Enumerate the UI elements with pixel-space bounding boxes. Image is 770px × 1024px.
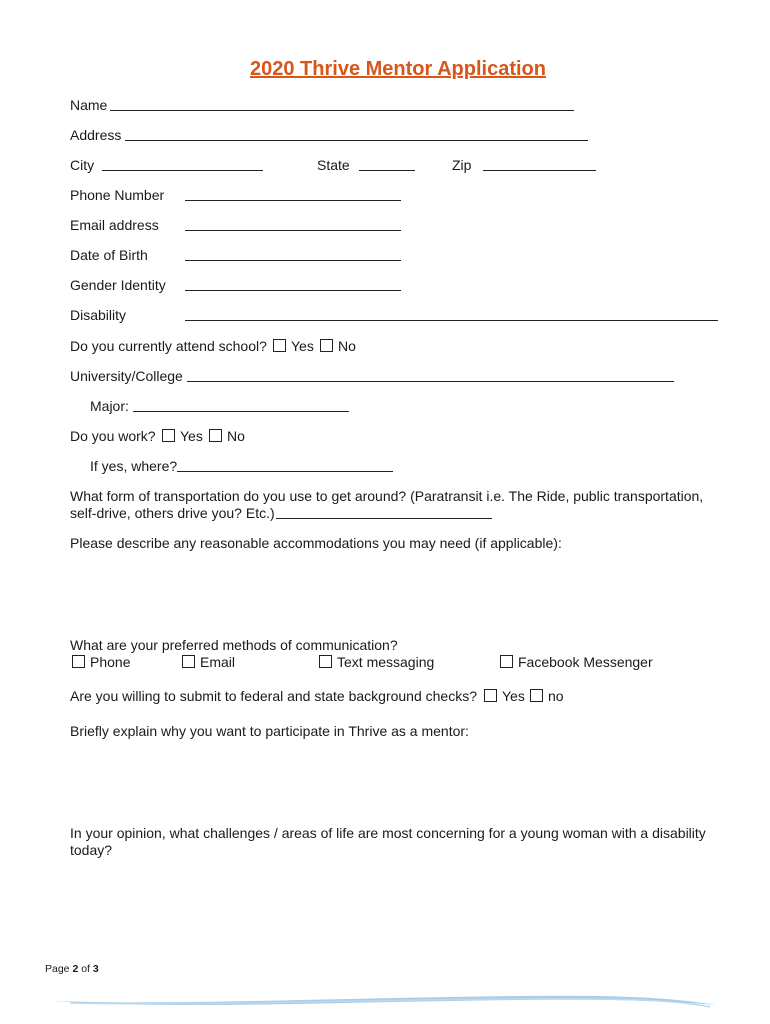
transport-question-line1: What form of transportation do you use to get around? (Paratransit i.e. The Ride, public transportation, bbox=[70, 488, 704, 504]
dob-label: Date of Birth bbox=[70, 247, 148, 263]
state-field[interactable] bbox=[359, 170, 415, 171]
university-label: University/College bbox=[70, 368, 183, 384]
zip-label: Zip bbox=[452, 157, 472, 173]
page-total: 3 bbox=[92, 963, 99, 975]
comm-facebook-checkbox[interactable] bbox=[500, 655, 513, 668]
work-yes-label: Yes bbox=[180, 428, 203, 444]
name-label: Name bbox=[70, 97, 108, 113]
comm-text-label: Text messaging bbox=[337, 654, 435, 670]
communication-question: What are your preferred methods of communication? bbox=[70, 637, 398, 653]
accommodations-answer-area[interactable] bbox=[70, 556, 720, 631]
page-number bbox=[45, 963, 99, 975]
email-label: Email address bbox=[70, 217, 159, 233]
work-question: Do you work? bbox=[70, 428, 156, 444]
major-label: Major: bbox=[90, 398, 129, 414]
challenges-answer-area[interactable] bbox=[70, 865, 720, 950]
school-no-label: No bbox=[338, 338, 356, 354]
address-field[interactable] bbox=[125, 140, 588, 141]
work-where-field[interactable] bbox=[177, 471, 393, 472]
work-no-checkbox[interactable] bbox=[209, 429, 222, 442]
work-no-label: No bbox=[227, 428, 245, 444]
city-field[interactable] bbox=[102, 170, 263, 171]
page-of: of bbox=[81, 963, 90, 975]
email-field[interactable] bbox=[185, 230, 401, 231]
comm-email-label: Email bbox=[200, 654, 236, 670]
city-label: City bbox=[70, 157, 95, 173]
why-answer-area[interactable] bbox=[70, 745, 720, 820]
comm-facebook-label: Facebook Messenger bbox=[518, 654, 653, 670]
background-no-checkbox[interactable] bbox=[530, 689, 543, 702]
background-yes-checkbox[interactable] bbox=[484, 689, 497, 702]
form-title: 2020 Thrive Mentor Application bbox=[250, 58, 546, 80]
gender-label: Gender Identity bbox=[70, 277, 166, 293]
school-question: Do you currently attend school? bbox=[70, 338, 267, 354]
background-no-label: no bbox=[548, 688, 564, 704]
comm-text-checkbox[interactable] bbox=[319, 655, 332, 668]
why-question: Briefly explain why you want to participate in Thrive as a mentor: bbox=[70, 723, 469, 739]
background-yes-label: Yes bbox=[502, 688, 525, 704]
dob-field[interactable] bbox=[185, 260, 401, 261]
comm-email-checkbox[interactable] bbox=[182, 655, 195, 668]
disability-label: Disability bbox=[70, 307, 127, 323]
address-label: Address bbox=[70, 127, 122, 143]
comm-phone-label: Phone bbox=[90, 654, 131, 670]
work-where-label: If yes, where? bbox=[90, 458, 178, 474]
page-current: 2 bbox=[72, 963, 79, 975]
disability-field[interactable] bbox=[185, 320, 718, 321]
comm-phone-checkbox[interactable] bbox=[72, 655, 85, 668]
zip-field[interactable] bbox=[483, 170, 596, 171]
university-field[interactable] bbox=[187, 381, 674, 382]
page-prefix: Page bbox=[45, 963, 70, 975]
school-yes-label: Yes bbox=[291, 338, 314, 354]
school-no-checkbox[interactable] bbox=[320, 339, 333, 352]
transport-question-line2: self-drive, others drive you? Etc.) bbox=[70, 505, 275, 521]
state-label: State bbox=[317, 157, 350, 173]
school-yes-checkbox[interactable] bbox=[273, 339, 286, 352]
work-yes-checkbox[interactable] bbox=[162, 429, 175, 442]
decorative-wave bbox=[50, 985, 720, 1015]
gender-field[interactable] bbox=[185, 290, 401, 291]
background-question: Are you willing to submit to federal and state background checks? bbox=[70, 688, 478, 704]
major-field[interactable] bbox=[133, 411, 349, 412]
challenges-question-line1: In your opinion, what challenges / areas of life are most concerning for a young woman with a disability bbox=[70, 825, 706, 841]
accommodations-question: Please describe any reasonable accommodations you may need (if applicable): bbox=[70, 535, 562, 551]
transport-field[interactable] bbox=[276, 518, 492, 519]
challenges-question-line2: today? bbox=[70, 842, 113, 858]
name-field[interactable] bbox=[110, 110, 574, 111]
phone-label: Phone Number bbox=[70, 187, 165, 203]
phone-field[interactable] bbox=[185, 200, 401, 201]
